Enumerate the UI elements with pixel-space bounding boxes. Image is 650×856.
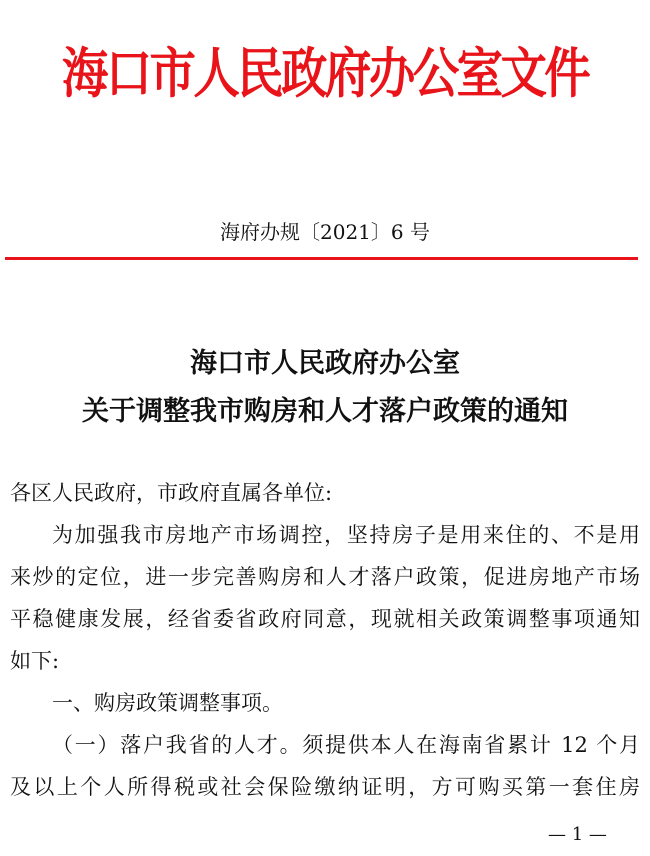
document-header-title: 海口市人民政府办公室文件 — [61, 41, 589, 105]
item-1-line-1: （一）落户我省的人才。须提供本人在海南省累计 12 个月 — [52, 733, 640, 757]
section-1-heading: 一、购房政策调整事项。 — [52, 691, 283, 715]
red-divider-line — [5, 257, 638, 260]
paragraph-1-line-2: 来炒的定位，进一步完善购房和人才落户政策，促进房地产市场 — [10, 565, 640, 589]
item-1-line-2: 及以上个人所得税或社会保险缴纳证明，方可购买第一套住房 — [10, 775, 640, 799]
paragraph-1-line-4: 如下: — [10, 649, 60, 673]
document-number: 海府办规〔2021〕6 号 — [220, 220, 430, 244]
paragraph-1-line-1: 为加强我市房地产市场调控，坚持房子是用来住的、不是用 — [52, 523, 640, 547]
notice-title-line-2: 关于调整我市购房和人才落户政策的通知 — [82, 396, 568, 427]
page-number: — 1 — — [548, 824, 607, 845]
salutation: 各区人民政府，市政府直属各单位: — [10, 481, 333, 505]
notice-title-line-1: 海口市人民政府办公室 — [190, 348, 460, 379]
paragraph-1-line-3: 平稳健康发展，经省委省政府同意，现就相关政策调整事项通知 — [10, 607, 640, 631]
